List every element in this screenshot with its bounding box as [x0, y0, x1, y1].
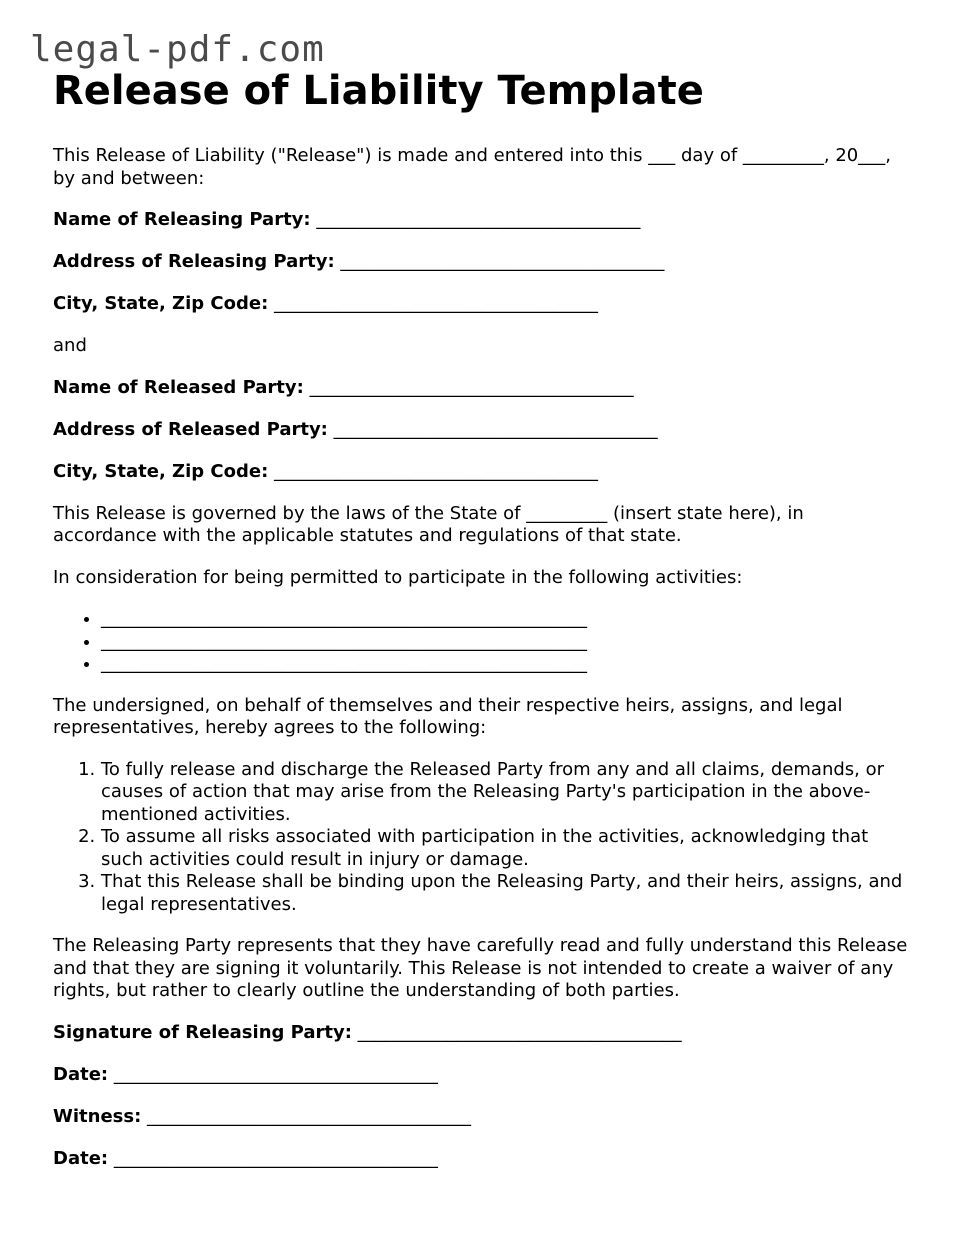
field-label: Date: — [53, 1063, 109, 1085]
releasing-party-name-field — [53, 209, 913, 232]
terms-list — [53, 759, 913, 917]
intro-paragraph: This Release of Liability ("Release") is made and entered into this ___ day of _________, 20___, by and between: — [53, 145, 891, 189]
consideration-paragraph: In consideration for being permitted to participate in the following activities: — [53, 566, 743, 588]
list-item: 2. To assume all risks associated with participation in the activities, acknowledging that such activities could result in injury or damage. — [101, 826, 913, 871]
witness-date-field — [53, 1148, 913, 1171]
field-label: Signature of Releasing Party: — [53, 1021, 352, 1043]
blank-line[interactable]: ____________________________________ — [309, 376, 634, 398]
governing-law-paragraph: This Release is governed by the laws of the State of _________ (insert state here), in accordance with the applicable statutes and regulations of that state. — [53, 502, 804, 546]
field-label: Name of Releasing Party: — [53, 209, 311, 230]
date-field — [53, 1064, 913, 1087]
field-label: City, State, Zip Code: — [53, 460, 269, 482]
activities-list — [53, 608, 913, 676]
released-party-city-field — [53, 461, 913, 484]
and-text: and — [53, 335, 87, 356]
list-item[interactable]: • ______________________________________________________ — [101, 653, 913, 676]
list-item[interactable]: • ______________________________________________________ — [101, 631, 913, 654]
list-item: 3. That this Release shall be binding upon the Releasing Party, and their heirs, assigns, and legal representatives. — [101, 871, 913, 916]
undersigned-paragraph: The undersigned, on behalf of themselves and their respective heirs, assigns, and legal representatives, hereby agrees to the following: — [53, 694, 843, 738]
representation-paragraph: The Releasing Party represents that they have carefully read and fully understand this Release and that they are signing it voluntarily. This Release is not intended to create a waiver of any rights, but rather to clearly outline the understanding of both parties. — [53, 935, 908, 1001]
released-party-address-field — [53, 419, 913, 442]
field-label: City, State, Zip Code: — [53, 293, 269, 314]
field-label: Date: — [53, 1147, 109, 1169]
witness-field — [53, 1106, 913, 1129]
blank-line[interactable]: ____________________________________ — [113, 1063, 438, 1085]
blank-line[interactable]: ____________________________________ — [113, 1147, 438, 1169]
field-label: Address of Released Party: — [53, 418, 328, 440]
blank-line[interactable]: ____________________________________ — [333, 418, 658, 440]
releasing-party-address-field — [53, 251, 913, 274]
list-item: 1. To fully release and discharge the Released Party from any and all claims, demands, or causes of action that may arise from the Releasing Party's participation in the above-mentioned activities. — [101, 759, 913, 827]
blank-line[interactable]: ____________________________________ — [316, 209, 641, 230]
blank-line[interactable]: ____________________________________ — [274, 460, 599, 482]
blank-line[interactable]: ____________________________________ — [147, 1105, 472, 1127]
released-party-name-field — [53, 377, 913, 400]
blank-line[interactable]: ____________________________________ — [274, 293, 599, 314]
field-label: Witness: — [53, 1105, 142, 1127]
field-label: Address of Releasing Party: — [53, 251, 335, 272]
blank-line[interactable]: ____________________________________ — [357, 1021, 682, 1043]
blank-line[interactable]: ____________________________________ — [340, 251, 665, 272]
list-item[interactable]: • ______________________________________________________ — [101, 608, 913, 631]
watermark: legal-pdf.com — [30, 29, 325, 70]
document-title: Release of Liability Template — [53, 68, 704, 114]
signature-field — [53, 1022, 913, 1045]
field-label: Name of Released Party: — [53, 376, 304, 398]
releasing-party-city-field — [53, 293, 913, 316]
document — [53, 66, 913, 1190]
